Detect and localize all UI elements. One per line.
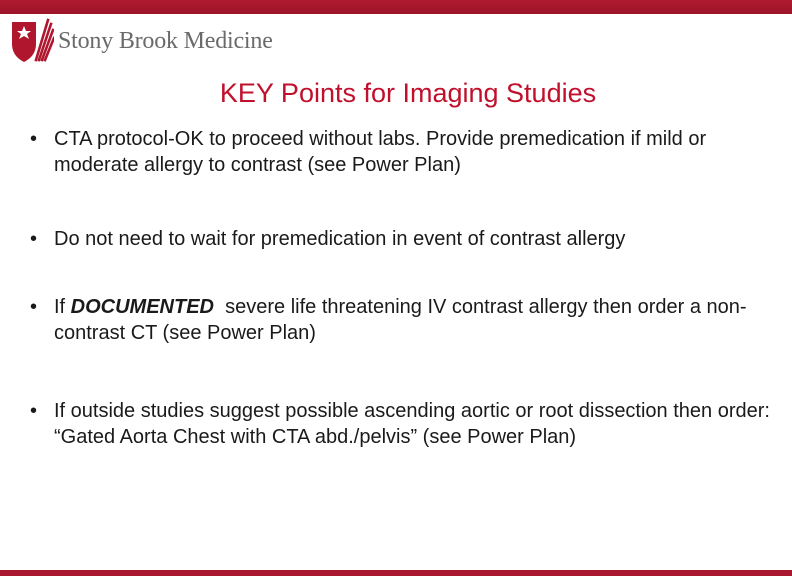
bullet-text-suffix: severe life threatening IV contrast allergy then order a non-contrast CT (see Power Plan): [54, 296, 747, 344]
bullet-list: [30, 126, 770, 448]
bullet-marker: •: [30, 228, 38, 250]
stony-brook-shield-icon: [8, 18, 54, 64]
bullet-marker: •: [30, 400, 38, 422]
bullet-text: Do not need to wait for premedication in event of contrast allergy: [54, 228, 626, 250]
bullet-text: CTA protocol-OK to proceed without labs. Provide premedication if mild or moderate allergy to contrast (see Power Plan): [54, 128, 707, 176]
bullet-text-prefix: If: [54, 296, 71, 318]
header-bar: [0, 0, 792, 14]
bullet-item: [30, 126, 770, 178]
bullet-text: If outside studies suggest possible ascending aortic or root dissection then order: “Gated Aorta Chest with CTA abd./pelvis” (see Power Plan): [54, 400, 770, 448]
bullet-emphasis: DOCUMENTED: [70, 296, 215, 318]
bullet-item: [30, 226, 792, 252]
slide-title: KEY Points for Imaging Studies: [219, 78, 597, 108]
logo-text: Stony Brook Medicine: [58, 27, 273, 54]
bullet-item: [30, 294, 792, 346]
bullet-item: [30, 398, 792, 450]
bullet-marker: •: [30, 128, 38, 150]
bullet-marker: •: [30, 296, 38, 318]
footer-bar: [0, 570, 792, 576]
logo: [8, 18, 273, 64]
